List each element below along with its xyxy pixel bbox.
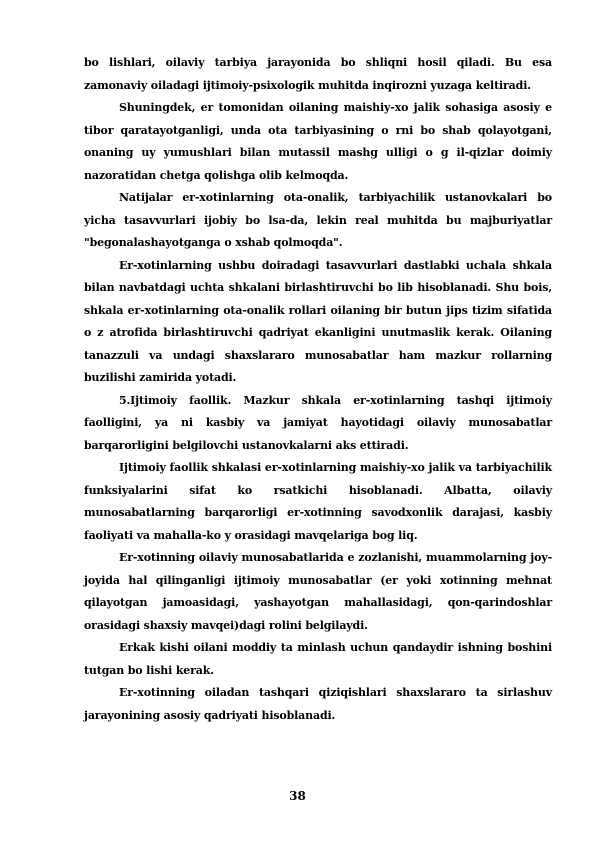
paragraph-1: bo lishlari, oilaviy tarbiya jarayonida bo shliqni hosil qiladi. Bu esa zamonaviy oiladagi ijtimoiy-psixologik muhitda inqirozni yuzaga keltiradi. (84, 56, 552, 92)
paragraph-2: Shuningdek, er tomonidan oilaning maishiy-xo jalik sohasiga asosiy e tibor qaratayotganligi, unda ota tarbiyasining o rni bo shab qolayotgani, onaning uy yumushlari bilan mutassil mashg ulligi o g il-qizlar doimiy nazoratidan chetga qolishga olib kelmoqda. (84, 101, 552, 182)
page-number: 38 (289, 789, 306, 803)
paragraph-8: Erkak kishi oilani moddiy ta minlash uchun qandaydir ishning boshini tutgan bo lishi kerak. (84, 641, 552, 677)
paragraph-6: Ijtimoiy faollik shkalasi er-xotinlarning maishiy-xo jalik va tarbiyachilik funksiyalarini sifat ko rsatkichi hisoblanadi. Albatta, oilaviy munosabatlarning barqarorligi er-xotinning savodxonlik darajasi, kasbiy faoliyati va mahalla-ko y orasidagi mavqelariga bog liq. (84, 461, 552, 542)
paragraph-9: Er-xotinning oiladan tashqari qiziqishlari shaxslararo ta sirlashuv jarayonining asosiy qadriyati hisoblanadi. (84, 686, 552, 722)
paragraph-7: Er-xotinning oilaviy munosabatlarida e zozlanishi, muammolarning joy-joyida hal qilinganligi ijtimoiy munosabatlar (er yoki xotinning mehnat qilayotgan jamoasidagi, yashayotgan mahallasidagi, qon-qarindoshlar orasidagi shaxsiy mavqei)dagi rolini belgilaydi. (84, 551, 552, 632)
document-body (84, 52, 552, 727)
paragraph-3: Natijalar er-xotinlarning ota-onalik, tarbiyachilik ustanovkalari bo yicha tasavvurlari ijobiy bo lsa-da, lekin real muhitda bu majburiyatlar "begonalashayotganga o xshab qolmoqda". (84, 191, 552, 249)
paragraph-4: Er-xotinlarning ushbu doiradagi tasavvurlari dastlabki uchala shkala bilan navbatdagi uchta shkalani birlashtiruvchi bo lib hisoblanadi. Shu bois, shkala er-xotinlarning ota-onalik rollari oilaning bir butun jips tizim sifatida o z atrofida birlashtiruvchi qadriyat ekanligini unutmaslik kerak. Oilaning tanazzuli va undagi shaxslararo munosabatlar ham mazkur rollarning buzilishi zamirida yotadi. (84, 258, 552, 384)
paragraph-5: 5.Ijtimoiy faollik. Mazkur shkala er-xotinlarning tashqi ijtimoiy faolligini, ya ni kasbiy va jamiyat hayotidagi oilaviy munosabatlar barqarorligini belgilovchi ustanovkalarni aks ettiradi. (84, 393, 552, 452)
